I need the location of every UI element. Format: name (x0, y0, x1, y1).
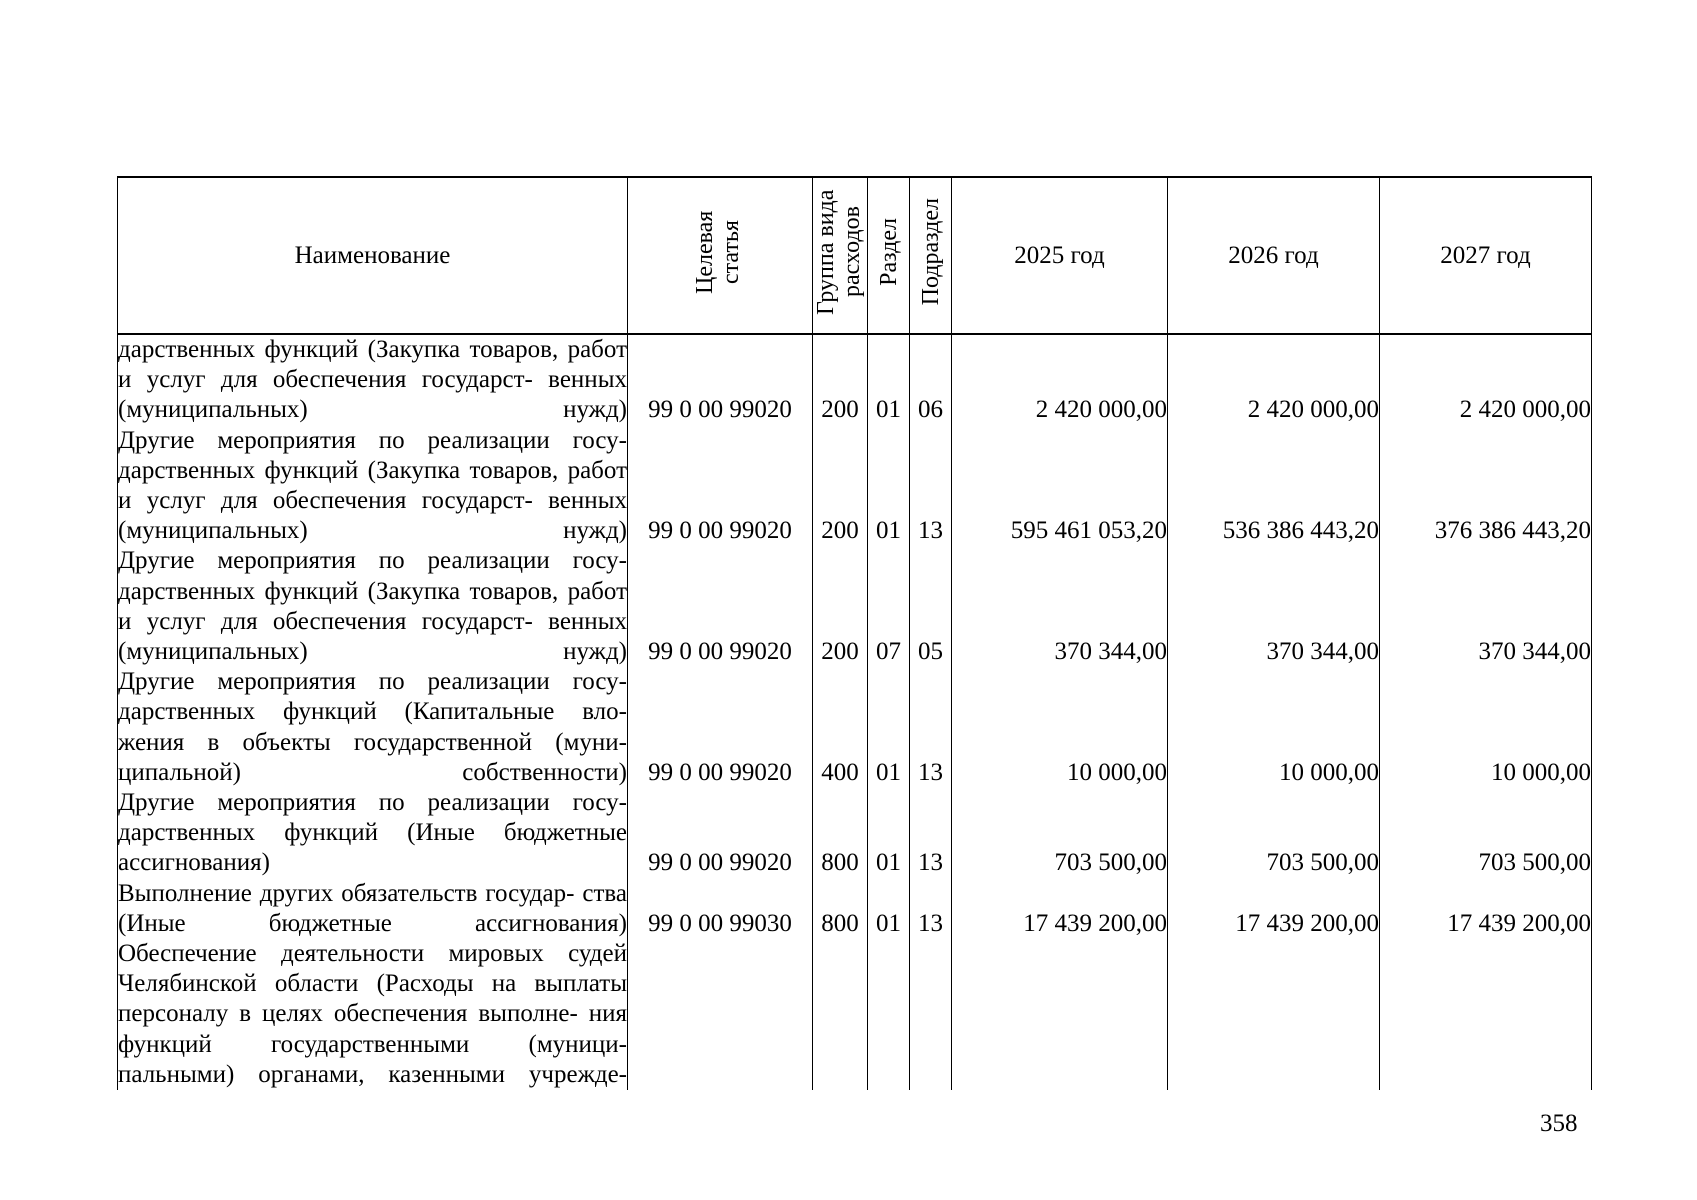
row-subsection: 06 (910, 334, 952, 426)
header-2025: 2025 год (952, 177, 1168, 334)
table-row (118, 879, 1592, 939)
table-row-continued (118, 939, 1592, 1090)
row-subsection: 05 (910, 546, 952, 667)
row-2026: 2 420 000,00 (1168, 334, 1380, 426)
header-2026: 2026 год (1168, 177, 1380, 334)
row-expense-group: 800 (813, 879, 868, 939)
row-section-empty (868, 939, 910, 1090)
header-subsection (910, 177, 952, 334)
row-name: Выполнение других обязательств государ- ства (Иные бюджетные ассигнования) (118, 879, 628, 939)
row-target-article: 99 0 00 99020 (628, 426, 813, 547)
row-section: 01 (868, 788, 910, 879)
row-2027: 10 000,00 (1380, 667, 1592, 788)
row-name: дарственных функций (Закупка товаров, работ и услуг для обеспечения государст- венных (муниципальных) нужд) (118, 334, 628, 426)
row-name: Другие мероприятия по реализации госу- дарственных функций (Закупка товаров, работ и услуг для обеспечения государст- венных (муниципальных) нужд) (118, 426, 628, 547)
page-number: 358 (1540, 1110, 1578, 1137)
row-target-article-empty (628, 939, 813, 1090)
header-2027: 2027 год (1380, 177, 1592, 334)
budget-table (117, 176, 1592, 1090)
row-section: 01 (868, 334, 910, 426)
header-expense-group (813, 177, 868, 334)
row-2027: 376 386 443,20 (1380, 426, 1592, 547)
row-name: Другие мероприятия по реализации госу- дарственных функций (Иные бюджетные ассигнования) (118, 788, 628, 879)
row-section: 07 (868, 546, 910, 667)
row-expense-group: 400 (813, 667, 868, 788)
table-row (118, 788, 1592, 879)
row-expense-group: 200 (813, 546, 868, 667)
table-row (118, 334, 1592, 426)
header-subsection-label: Подраздел (917, 198, 944, 306)
row-name: Другие мероприятия по реализации госу- дарственных функций (Закупка товаров, работ и услуг для обеспечения государст- венных (муниципальных) нужд) (118, 546, 628, 667)
row-section: 01 (868, 426, 910, 547)
row-expense-group-empty (813, 939, 868, 1090)
row-2026: 536 386 443,20 (1168, 426, 1380, 547)
header-section (868, 177, 910, 334)
row-2025: 595 461 053,20 (952, 426, 1168, 547)
header-name: Наименование (118, 177, 628, 334)
row-target-article: 99 0 00 99030 (628, 879, 813, 939)
row-2026-empty (1168, 939, 1380, 1090)
table-header-row (118, 177, 1592, 334)
row-subsection-empty (910, 939, 952, 1090)
row-section: 01 (868, 667, 910, 788)
budget-page (117, 176, 1591, 1090)
row-section: 01 (868, 879, 910, 939)
row-2026: 703 500,00 (1168, 788, 1380, 879)
header-expense-group-label: Группа вида расходов (813, 189, 865, 315)
row-target-article: 99 0 00 99020 (628, 334, 813, 426)
header-target-article (628, 177, 813, 334)
row-2027: 2 420 000,00 (1380, 334, 1592, 426)
row-2026: 10 000,00 (1168, 667, 1380, 788)
row-subsection: 13 (910, 667, 952, 788)
header-target-article-label: Целевая статья (692, 210, 744, 294)
row-target-article: 99 0 00 99020 (628, 667, 813, 788)
table-row (118, 667, 1592, 788)
header-section-label: Раздел (875, 218, 902, 286)
row-target-article: 99 0 00 99020 (628, 546, 813, 667)
row-expense-group: 800 (813, 788, 868, 879)
row-2025: 17 439 200,00 (952, 879, 1168, 939)
row-2027: 703 500,00 (1380, 788, 1592, 879)
row-subsection: 13 (910, 426, 952, 547)
row-2027-empty (1380, 939, 1592, 1090)
table-row (118, 426, 1592, 547)
row-expense-group: 200 (813, 426, 868, 547)
row-2025: 2 420 000,00 (952, 334, 1168, 426)
row-2025: 703 500,00 (952, 788, 1168, 879)
row-2025: 10 000,00 (952, 667, 1168, 788)
row-subsection: 13 (910, 879, 952, 939)
row-2026: 17 439 200,00 (1168, 879, 1380, 939)
row-name-continued: Обеспечение деятельности мировых судей Челябинской области (Расходы на выплаты персоналу в целях обеспечения выполне- ния функций государственными (муници- пальными) органами, казенными учрежде- (118, 939, 628, 1090)
table-row (118, 546, 1592, 667)
row-2025-empty (952, 939, 1168, 1090)
row-2025: 370 344,00 (952, 546, 1168, 667)
row-subsection: 13 (910, 788, 952, 879)
row-name: Другие мероприятия по реализации госу- дарственных функций (Капитальные вло- жения в объекты государственной (муни- ципальной) собственности) (118, 667, 628, 788)
row-2027: 17 439 200,00 (1380, 879, 1592, 939)
row-2026: 370 344,00 (1168, 546, 1380, 667)
row-expense-group: 200 (813, 334, 868, 426)
row-2027: 370 344,00 (1380, 546, 1592, 667)
row-target-article: 99 0 00 99020 (628, 788, 813, 879)
